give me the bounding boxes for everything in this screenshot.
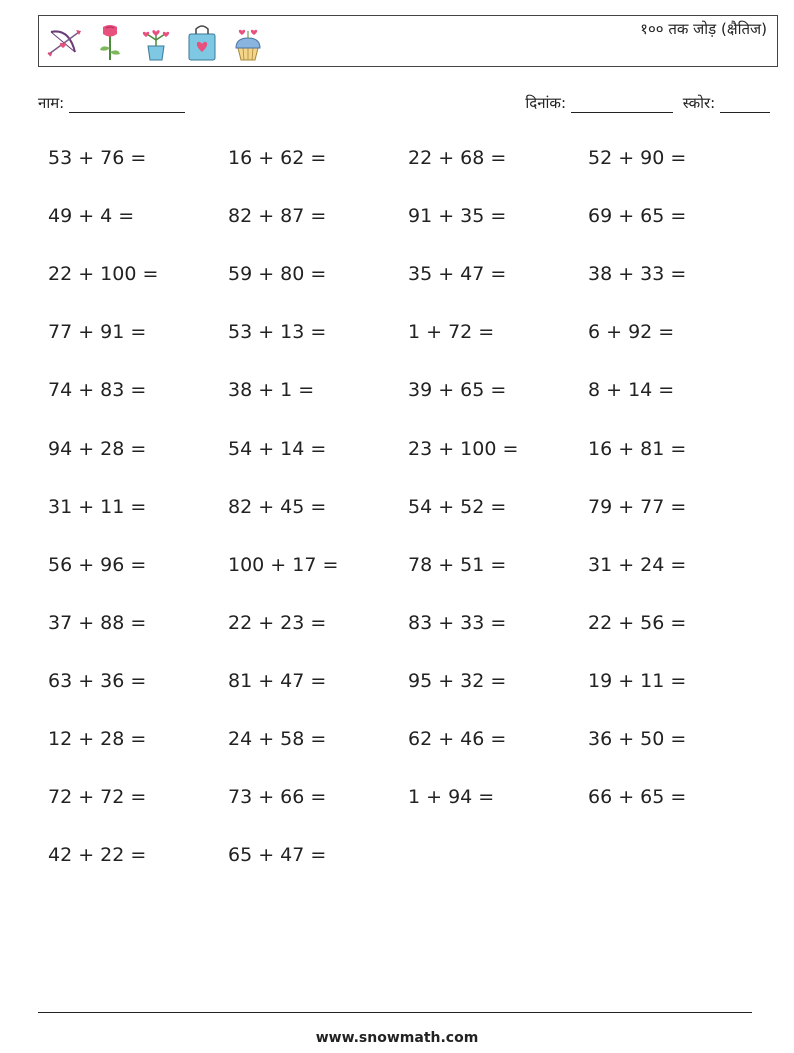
addition-problem: 65 + 47 = xyxy=(228,844,327,867)
footer-url: www.snowmath.com xyxy=(315,1030,479,1046)
addition-problem: 52 + 90 = xyxy=(588,147,687,169)
addition-problem: 19 + 11 = xyxy=(588,669,687,692)
heart-shopping-bag-icon xyxy=(183,22,221,62)
addition-problem: 53 + 76 = xyxy=(48,147,147,169)
addition-problem: 16 + 62 = xyxy=(228,147,327,169)
name-field xyxy=(38,93,185,113)
rose-icon xyxy=(91,22,129,62)
addition-problem: 83 + 33 = xyxy=(408,611,507,634)
addition-problem: 53 + 13 = xyxy=(228,321,327,344)
addition-problem: 49 + 4 = xyxy=(48,205,135,228)
worksheet-header xyxy=(38,15,778,67)
addition-problem: 31 + 24 = xyxy=(588,553,687,576)
addition-problem: 82 + 45 = xyxy=(228,495,327,518)
addition-problem: 12 + 28 = xyxy=(48,728,147,750)
addition-problem: 56 + 96 = xyxy=(48,553,147,576)
addition-problem: 77 + 91 = xyxy=(48,321,147,344)
date-label: दिनांक: xyxy=(525,94,566,112)
score-label: स्कोर: xyxy=(682,94,716,112)
addition-problem: 16 + 81 = xyxy=(588,437,687,460)
score-field xyxy=(683,93,770,113)
addition-problem: 66 + 65 = xyxy=(588,786,687,809)
addition-problem: 72 + 72 = xyxy=(48,786,147,809)
addition-problem: 59 + 80 = xyxy=(228,263,327,286)
header-icons xyxy=(45,20,267,64)
addition-problem: 35 + 47 = xyxy=(408,263,507,286)
date-score-fields xyxy=(525,93,770,113)
addition-problem: 23 + 100 = xyxy=(408,437,519,460)
addition-problem: 81 + 47 = xyxy=(228,669,327,692)
addition-problem: 36 + 50 = xyxy=(588,728,687,750)
worksheet-title: १०० तक जोड़ (क्षैतिज) xyxy=(640,20,767,38)
bow-and-arrow-icon xyxy=(45,22,83,62)
addition-problem: 1 + 72 = xyxy=(408,321,495,344)
addition-problem: 74 + 83 = xyxy=(48,379,147,402)
name-blank[interactable] xyxy=(69,96,185,113)
addition-problem: 78 + 51 = xyxy=(408,553,507,576)
addition-problem: 6 + 92 = xyxy=(588,321,675,344)
heart-cupcake-icon xyxy=(229,22,267,62)
addition-problem: 63 + 36 = xyxy=(48,669,147,692)
addition-problem: 94 + 28 = xyxy=(48,437,147,460)
date-field xyxy=(525,93,672,113)
addition-problem: 39 + 65 = xyxy=(408,379,507,402)
addition-problem: 95 + 32 = xyxy=(408,669,507,692)
date-blank[interactable] xyxy=(571,96,673,113)
addition-problem: 54 + 14 = xyxy=(228,437,327,460)
footer-divider xyxy=(38,1012,752,1013)
addition-problem: 82 + 87 = xyxy=(228,205,327,228)
score-blank[interactable] xyxy=(720,96,770,113)
addition-problem: 22 + 100 = xyxy=(48,263,159,286)
addition-problem: 8 + 14 = xyxy=(588,379,675,402)
addition-problem: 24 + 58 = xyxy=(228,728,327,750)
addition-problem: 31 + 11 = xyxy=(48,495,147,518)
addition-problem: 38 + 33 = xyxy=(588,263,687,286)
name-label: नाम: xyxy=(38,94,65,112)
addition-problem: 91 + 35 = xyxy=(408,205,507,228)
heart-plant-pot-icon xyxy=(137,22,175,62)
addition-problem: 73 + 66 = xyxy=(228,786,327,809)
addition-problem: 22 + 23 = xyxy=(228,611,327,634)
addition-problem: 69 + 65 = xyxy=(588,205,687,228)
addition-problem: 22 + 56 = xyxy=(588,611,687,634)
addition-problem: 1 + 94 = xyxy=(408,786,495,809)
addition-problem: 100 + 17 = xyxy=(228,553,339,576)
addition-problem: 38 + 1 = xyxy=(228,379,315,402)
addition-problem: 54 + 52 = xyxy=(408,495,507,518)
addition-problem: 79 + 77 = xyxy=(588,495,687,518)
addition-problem: 22 + 68 = xyxy=(408,147,507,169)
addition-problem: 42 + 22 = xyxy=(48,844,147,867)
addition-problem: 62 + 46 = xyxy=(408,728,507,750)
addition-problem: 37 + 88 = xyxy=(48,611,147,634)
